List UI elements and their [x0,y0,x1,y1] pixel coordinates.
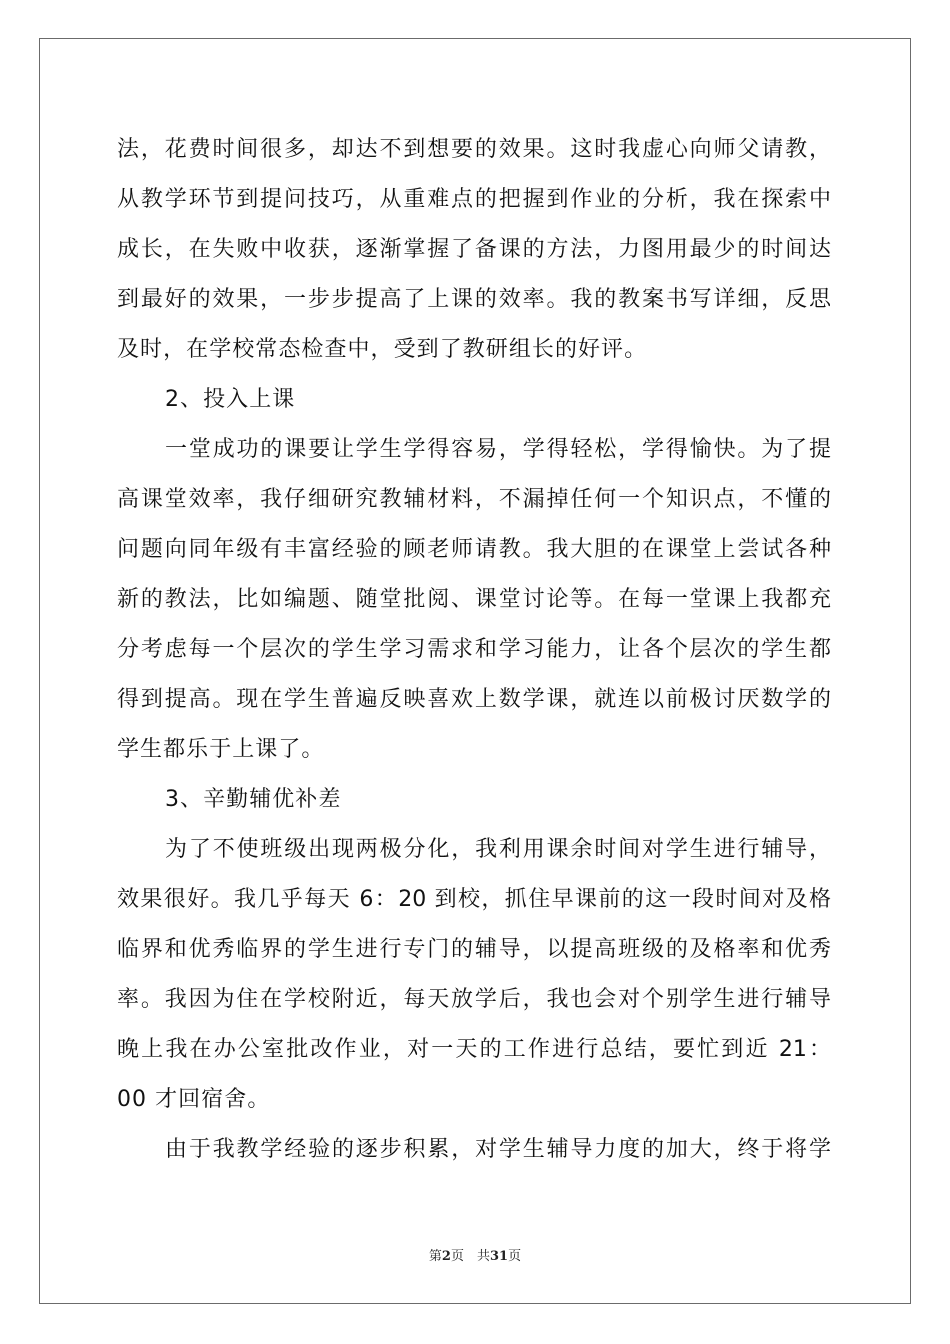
current-page-number: 2 [441,1249,451,1264]
text-line: 学生都乐于上课了。 [117,737,325,762]
text-line: 分考虑每一个层次的学生学习需求和学习能力，让各个层次的学生都 [117,637,831,662]
text-line: 问题向同年级有丰富经验的顾老师请教。我大胆的在课堂上尝试各种 [117,537,831,562]
total-page-number: 31 [489,1249,509,1264]
text-line: 晚上我在办公室批改作业，对一天的工作进行总结，要忙到近 21： [117,1037,831,1062]
section-heading: 2、投入上课 [165,387,296,412]
text-line: 新的教法，比如编题、随堂批阅、课堂讨论等。在每一堂课上我都充 [117,587,831,612]
text-line: 由于我教学经验的逐步积累，对学生辅导力度的加大，终于将学 [165,1137,831,1162]
page-footer [0,1245,950,1264]
text-line: 高课堂效率，我仔细研究教辅材料，不漏掉任何一个知识点，不懂的 [117,487,831,512]
text-line: 及时，在学校常态检查中，受到了教研组长的好评。 [117,337,648,362]
text-line: 一堂成功的课要让学生学得容易，学得轻松，学得愉快。为了提 [165,437,831,462]
text-line: 得到提高。现在学生普遍反映喜欢上数学课，就连以前极讨厌数学的 [117,687,831,712]
text-line: 效果很好。我几乎每天 6：20 到校，抓住早课前的这一段时间对及格 [117,887,831,912]
text-line: 到最好的效果，一步步提高了上课的效率。我的教案书写详细，反思 [117,287,831,312]
text-line: 00 才回宿舍。 [117,1087,271,1112]
footer-suffix: 页 [508,1249,522,1264]
text-line: 临界和优秀临界的学生进行专门的辅导，以提高班级的及格率和优秀 [117,937,831,962]
footer-prefix: 第 [428,1249,442,1264]
text-line: 法，花费时间很多，却达不到想要的效果。这时我虚心向师父请教， [117,137,831,162]
text-line: 为了不使班级出现两极分化，我利用课余时间对学生进行辅导， [165,837,831,862]
text-line: 成长，在失败中收获，逐渐掌握了备课的方法，力图用最少的时间达 [117,237,831,262]
section-heading: 3、辛勤辅优补差 [165,787,342,812]
text-line: 率。我因为住在学校附近，每天放学后，我也会对个别学生进行辅导 [117,987,831,1012]
text-line: 从教学环节到提问技巧，从重难点的把握到作业的分析，我在探索中 [117,187,831,212]
footer-mid: 页 共 [450,1249,490,1264]
